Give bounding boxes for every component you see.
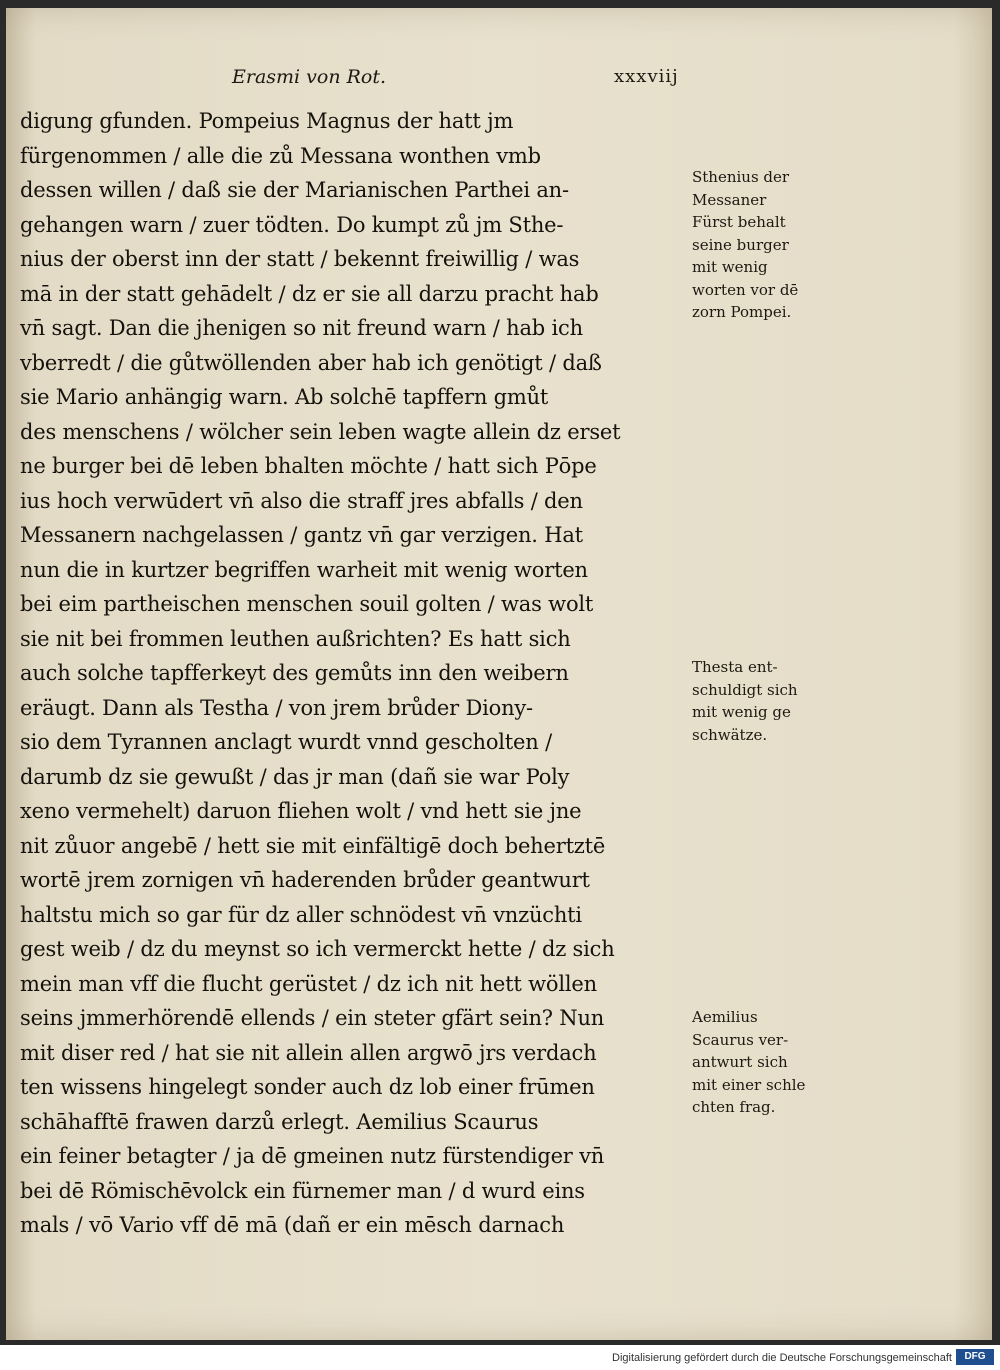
margin-note-aemilius (692, 1006, 852, 1119)
book-page (6, 8, 992, 1340)
text-line: schāhafftē frawen darzů erlegt. Aemilius Scaurus (20, 1109, 539, 1134)
text-line: vberredt / die gůtwöllenden aber hab ich genötigt / daß (20, 350, 602, 375)
margin-line: seine burger (692, 235, 789, 254)
text-line: mals / vō Vario vff dē mā (dañ er ein mēsch darnach (20, 1213, 565, 1237)
text-line: sie Mario anhängig warn. Ab solchē tapffern gmůt (20, 385, 549, 409)
margin-line: Thesta ent- (692, 658, 778, 676)
margin-line: worten vor dē (692, 280, 799, 299)
text-line: sio dem Tyrannen anclagt wurdt vnnd gescholten / (20, 730, 552, 754)
text-line: haltstu mich so gar für dz aller schnödest vn̄ vnzüchti (20, 902, 582, 927)
text-line: bei dē Römischēvolck ein fürnemer man / d wurd eins (20, 1178, 585, 1203)
margin-line: chten frag. (692, 1098, 776, 1116)
text-line: ius hoch verwūdert vn̄ also die straff jres abfalls / den (20, 488, 583, 513)
margin-line: mit wenig (692, 258, 768, 276)
text-line: darumb dz sie gewußt / das jr man (dañ sie war Poly (20, 764, 570, 789)
text-line: gehangen warn / zuer tödten. Do kumpt zů jm Sthe- (20, 212, 564, 237)
text-line: nit zůuor angebē / hett sie mit einfältigē doch behertztē (20, 833, 606, 858)
margin-line: zorn Pompei. (692, 303, 792, 321)
margin-line: schuldigt sich (692, 680, 798, 699)
text-line: wortē jrem zornigen vn̄ haderenden brůder geantwurt (20, 868, 590, 892)
folio-number: xxxviij (614, 66, 679, 87)
running-title: Erasmi von Rot. (232, 66, 387, 88)
margin-line: antwurt sich (692, 1053, 788, 1071)
margin-note-thesta (692, 656, 852, 746)
margin-line: schwätze. (692, 725, 768, 744)
text-line: ne burger bei dē leben bhalten möchte / hatt sich Pōpe (20, 454, 597, 478)
text-line: mit diser red / hat sie nit allein allen argwō jrs verdach (20, 1040, 597, 1065)
margin-line: mit einer schle (692, 1075, 806, 1094)
text-line: seins jmmerhörendē ellends / ein steter gfärt sein? Nun (20, 1006, 605, 1030)
text-line: nun die in kurtzer begriffen warheit mit wenig worten (20, 557, 588, 582)
text-line: xeno vermehelt) daruon fliehen wolt / vnd hett sie jne (20, 799, 582, 823)
text-line: dessen willen / daß sie der Marianischen Parthei an- (20, 178, 569, 202)
text-line: ein feiner betagter / ja dē gmeinen nutz fürstendiger vn̄ (20, 1144, 605, 1168)
text-line: bei eim partheischen menschen souil golten / was wolt (20, 592, 594, 616)
text-line: gest weib / dz du meynst so ich vermerckt hette / dz sich (20, 937, 615, 961)
text-line: ten wissens hingelegt sonder auch dz lob einer frūmen (20, 1075, 595, 1099)
text-line: nius der oberst inn der statt / bekennt freiwillig / was (20, 247, 580, 271)
text-line: auch solche tapfferkeyt des gemůts inn den weibern (20, 661, 569, 685)
text-line: eräugt. Dann als Testha / von jrem brůder Diony- (20, 695, 533, 720)
main-text-block (20, 104, 700, 1243)
text-line: fürgenommen / alle die zů Messana wonthen vmb (20, 143, 541, 168)
text-line: mein man vff die flucht gerüstet / dz ich nit hett wöllen (20, 971, 597, 996)
text-line: vn̄ sagt. Dan die jhenigen so nit freund warn / hab ich (20, 316, 583, 340)
margin-line: mit wenig ge (692, 703, 791, 721)
margin-line: Messaner (692, 190, 767, 209)
margin-line: Aemilius (692, 1008, 758, 1026)
margin-line: Scaurus ver- (692, 1030, 789, 1049)
dfg-logo: DFG (956, 1349, 994, 1365)
margin-note-sthenius (692, 166, 852, 324)
funding-credit: Digitalisierung gefördert durch die Deutsche Forschungsgemeinschaft (612, 1352, 952, 1364)
text-line: sie nit bei frommen leuthen außrichten? Es hatt sich (20, 626, 571, 651)
text-line: mā in der statt gehādelt / dz er sie all darzu pracht hab (20, 281, 599, 306)
text-line: Messanern nachgelassen / gantz vn̄ gar verzigen. Hat (20, 523, 583, 547)
margin-line: Fürst behalt (692, 213, 786, 231)
text-line: des menschens / wölcher sein leben wagte allein dz erset (20, 419, 621, 444)
margin-line: Sthenius der (692, 168, 790, 186)
text-line: digung gfunden. Pompeius Magnus der hatt jm (20, 109, 514, 133)
